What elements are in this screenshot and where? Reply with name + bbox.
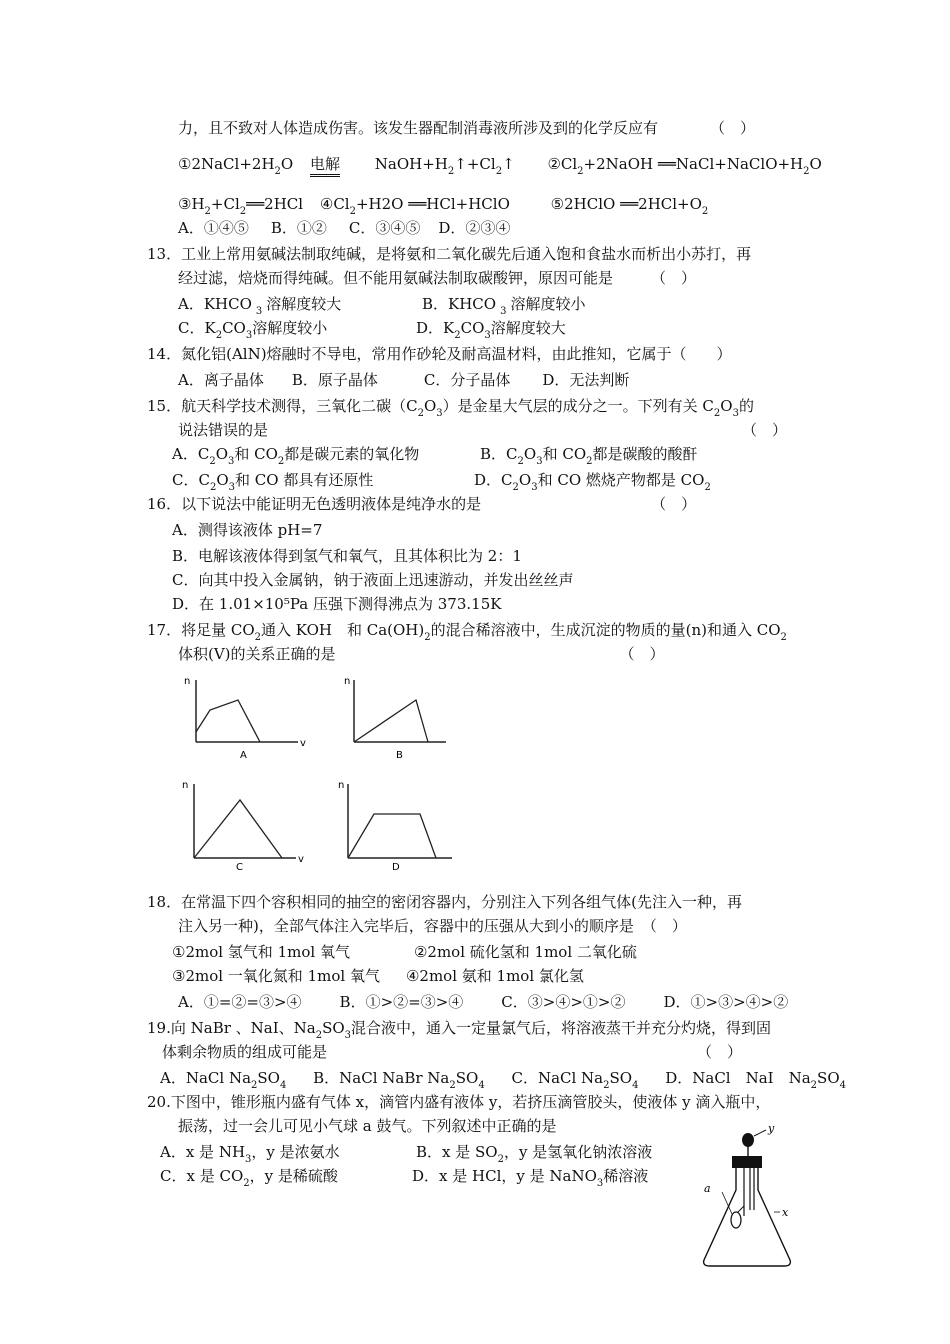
q16-option-d: D．在 1.01×10⁵Pa 压强下测得沸点为 373.15K <box>172 595 502 613</box>
q17-graph-a <box>180 672 310 764</box>
q17-stem-2: 体积(V)的关系正确的是 （ ） <box>178 645 665 663</box>
q20-stem-2: 振荡，过一会儿可见小气球 a 鼓气。下列叙述中正确的是 <box>178 1117 557 1135</box>
q20-option-b: B．x 是 $SO_2$，y 是氢氧化钠浓溶液 <box>416 1143 653 1165</box>
q17-graph-b <box>340 672 470 764</box>
q19-stem-1: 19.向 NaBr 、NaI、$Na_2SO_3$混合液中，通入一定量氯气后，将溶液蒸干并充分灼烧，得到固 <box>147 1019 772 1041</box>
q18-items-1-2: ①2mol 氢气和 1mol 氧气 ②2mol 硫化氢和 1mol 二氧化硫 <box>172 943 637 961</box>
q15-option-b: B．$C_2O_3$和 $CO_2$都是碳酸的酸酐 <box>480 445 698 467</box>
axis-n-label: n <box>338 780 345 791</box>
q14-options: A．离子晶体 B．原子晶体 C．分子晶体 D．无法判断 <box>178 371 630 389</box>
axis-n-label: n <box>182 780 189 791</box>
q14-stem: 14．氮化铝(AlN)熔融时不导电，常用作砂轮及耐高温材料，由此推知，它属于（ ） <box>147 345 732 363</box>
q17-graph-c <box>178 774 308 872</box>
label-x: x <box>782 1206 789 1219</box>
q15-option-a: A．$C_2O_3$和 $CO_2$都是碳元素的氧化物 <box>172 445 420 467</box>
q13-stem-2: 经过滤，焙烧而得纯碱。但不能用氨碱法制取碳酸钾，原因可能是 （ ） <box>178 269 697 287</box>
axis-v-label: v <box>300 738 306 749</box>
q20-option-a: A．x 是 $NH_3$，y 是浓氨水 <box>160 1143 340 1165</box>
q17-stem-1: 17．将足量 $CO_2$通入 KOH 和 $Ca(OH)_2$的混合稀溶液中，生成沉淀的物质的量(n)和通入 $CO_2$ <box>147 621 787 643</box>
q16-option-c: C．向其中投入金属钠，钠于液面上迅速游动，并发出丝丝声 <box>172 571 574 589</box>
axis-n-label: n <box>344 676 351 687</box>
q12-reaction-1-2: $①2NaCl+2H_2O$ 电解 $NaOH+H_2↑+Cl_2↑$ $②Cl_2+2NaOH$ $══NaCl+NaClO+H_2O$ <box>178 155 822 177</box>
q19-stem-2: 体剩余物质的组成可能是 （ ） <box>162 1043 743 1061</box>
label-y: y <box>768 1122 775 1135</box>
axis-n-label: n <box>184 676 191 687</box>
q20-stem-1: 20.下图中，锥形瓶内盛有气体 x，滴管内盛有液体 y，若挤压滴管胶头，使液体 y 滴入瓶中， <box>147 1093 771 1111</box>
q16-stem: 16．以下说法中能证明无色透明液体是纯净水的是 （ ） <box>147 495 697 513</box>
q20-option-d: D．x 是 HCl，y 是 NaNO$_3$稀溶液 <box>412 1167 649 1189</box>
graph-label: B <box>396 750 403 761</box>
q19-options: A．NaCl $Na_2SO_4$ B．NaCl NaBr $Na_2SO_4$ C．NaCl $Na_2SO_4$ D．NaCl NaI $Na_2SO_4$ <box>160 1069 846 1091</box>
q15-stem-2: 说法错误的是 （ ） <box>178 421 788 439</box>
q13-option-a: A．KHCO $_3$ 溶解度较大 <box>178 295 342 317</box>
q12-options: A．①④⑤ B．①② C．③④⑤ D．②③④ <box>178 219 511 237</box>
q13-option-b: B．KHCO $_3$ 溶解度较小 <box>422 295 586 317</box>
q18-options: A．①=②=③>④ B．①>②=③>④ C．③>④>①>② D．①>③>④>② <box>178 993 789 1011</box>
q18-stem-1: 18．在常温下四个容积相同的抽空的密闭容器内，分别注入下列各组气体(先注入一种，再 <box>147 893 742 911</box>
q13-stem-1: 13．工业上常用氨碱法制取纯碱，是将氨和二氧化碳先后通入饱和食盐水而析出小苏打，再 <box>147 245 752 263</box>
graph-label: A <box>240 750 247 761</box>
q13-option-c: C．$K_2CO_3$溶解度较小 <box>178 319 328 341</box>
graph-label: D <box>392 862 400 872</box>
q15-stem-1: 15．航天科学技术测得，三氧化二碳$(C_2O_3)$是金星大气层的成分之一。下列有关 $C_2O_3$的 <box>147 397 754 419</box>
q13-option-d: D．$K_2CO_3$溶解度较大 <box>416 319 566 341</box>
q16-option-b: B．电解该液体得到氢气和氧气，且其体积比为 2：1 <box>172 547 522 565</box>
q17-graph-d <box>334 774 464 872</box>
flask-figure <box>692 1120 802 1284</box>
axis-v-label: v <box>298 854 304 865</box>
q12-intro: 力，且不致对人体造成伤害。该发生器配制消毒液所涉及到的化学反应有 （ ） <box>178 119 756 137</box>
label-a: a <box>704 1182 711 1195</box>
q18-items-3-4: ③2mol 一氧化氮和 1mol 氧气 ④2mol 氨和 1mol 氯化氢 <box>172 967 584 985</box>
q12-reaction-3-4-5: $③H_2+Cl_2══2HCl$ $④Cl_2+H2O$ ══HCl+HClO ⑤2HClO $══2HCl+O_2$ <box>178 195 709 217</box>
q15-option-c: C．$C_2O_3$和 CO 都具有还原性 <box>172 471 374 493</box>
q20-option-c: C．x 是 $CO_2$，y 是稀硫酸 <box>160 1167 338 1189</box>
q15-option-d: D．$C_2O_3$和 CO 燃烧产物都是 $CO_2$ <box>474 471 711 493</box>
graph-label: C <box>236 862 243 872</box>
q16-option-a: A．测得该液体 pH=7 <box>172 521 323 539</box>
electrolysis-condition: 电解 <box>310 155 340 177</box>
q18-stem-2: 注入另一种)，全部气体注入完毕后，容器中的压强从大到小的顺序是 （ ） <box>178 917 687 935</box>
